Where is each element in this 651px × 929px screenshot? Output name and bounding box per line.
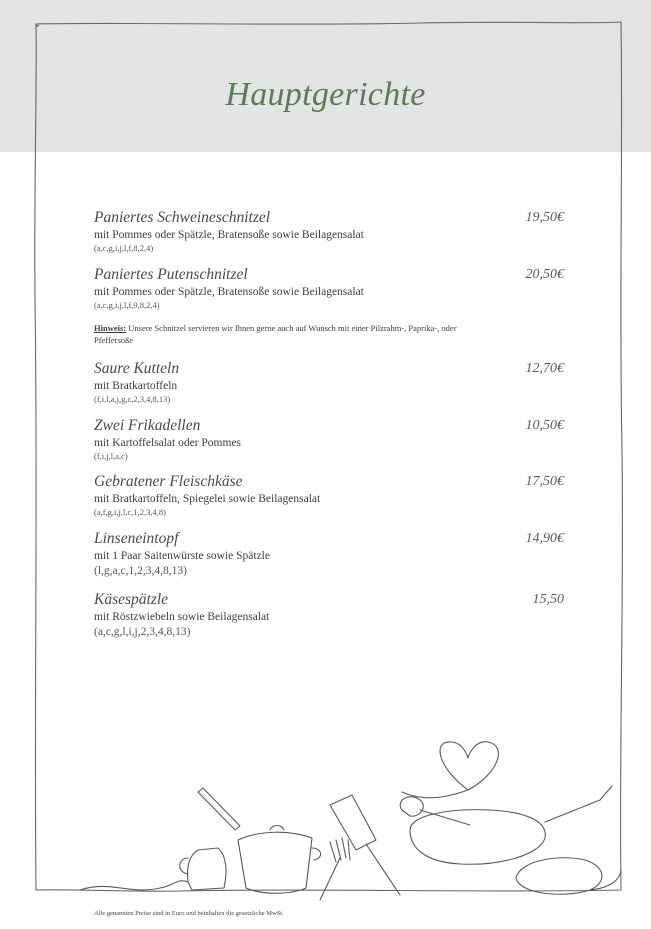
footer-price-note: Alle genannten Preise sind in Euro und beinhalten die gesetzliche MwSt.	[94, 910, 284, 917]
frying-pan-handle-line	[545, 786, 612, 822]
heart-icon	[440, 742, 498, 790]
menu-item-price: 10,50€	[525, 418, 564, 433]
menu-item-allergens: (a,c,g,i,j,l,f,8,2,4)	[94, 243, 154, 253]
spoon-icon	[400, 797, 423, 816]
menu-item-price: 17,50€	[525, 474, 564, 489]
spatula-handle-line	[366, 844, 400, 895]
menu-item	[94, 530, 574, 578]
menu-item-description: mit 1 Paar Saitenwürste sowie Spätzle	[94, 550, 270, 562]
menu-item-allergens: (f,i,l,a,j,g,c,2,3,4,8,13)	[94, 394, 171, 404]
fork-icon	[320, 838, 350, 900]
menu-item-price: 19,50€	[525, 210, 564, 225]
pot-handle-line	[312, 848, 321, 860]
menu-item-description: mit Pommes oder Spätzle, Bratensoße sowie Beilagensalat	[94, 229, 364, 241]
jug-icon	[187, 848, 226, 890]
menu-item-allergens: (f,i,j,l,a,c)	[94, 451, 128, 461]
pot-icon	[238, 832, 312, 893]
menu-item-name: Gebratener Fleischkäse	[94, 473, 243, 490]
menu-item-name: Zwei Frikadellen	[94, 417, 201, 434]
menu-item-name: Paniertes Putenschnitzel	[94, 266, 248, 283]
menu-item-name: Paniertes Schweineschnitzel	[94, 209, 271, 226]
menu-item	[94, 417, 574, 462]
menu-item-description: mit Bratkartoffeln	[94, 380, 178, 392]
menu-item-price: 20,50€	[525, 267, 564, 282]
utensil-handle-icon	[198, 788, 240, 830]
menu-item	[94, 591, 574, 639]
menu-item-description: mit Bratkartoffeln, Spiegelei sowie Beilagensalat	[94, 493, 321, 505]
menu-item-allergens: (a,c,g,l,i,j,2,3,4,8,13)	[94, 626, 191, 638]
menu-item	[94, 209, 574, 254]
menu-item	[94, 360, 574, 405]
menu-item	[94, 266, 574, 311]
menu-item-name: Linseneintopf	[94, 530, 179, 547]
pot-lid-knob	[270, 826, 284, 831]
schnitzel-sauce-note	[94, 322, 494, 346]
baseline-wave-line	[80, 881, 188, 890]
menu-item-description: mit Pommes oder Spätzle, Bratensoße sowie Beilagensalat	[94, 286, 364, 298]
note-label: Hinweis:	[94, 323, 127, 333]
menu-item-price: 14,90€	[525, 531, 564, 546]
plate-icon	[516, 858, 602, 894]
jug-handle-line	[180, 858, 188, 874]
note-text: Unsere Schnitzel servieren wir Ihnen gerne auch auf Wunsch mit einer Pilzrahm-, Paprika-, oder Pfeffersoße	[94, 323, 457, 345]
menu-item-allergens: (l,g,a,c,1,2,3,4,8,13)	[94, 565, 187, 577]
menu-item-allergens: (a,f,g,i,j,l,c,1,2,3,4,8)	[94, 507, 166, 517]
kitchen-line-art-illustration	[0, 730, 651, 910]
page-title: Hauptgerichte	[225, 76, 426, 113]
menu-item-description: mit Röstzwiebeln sowie Beilagensalat	[94, 611, 270, 623]
menu-item-name: Käsespätzle	[94, 591, 169, 608]
menu-item-allergens: (a,c,g,i,j,l,f,9,8,2,4)	[94, 300, 160, 310]
menu-item-price: 15,50	[532, 592, 564, 607]
menu-item	[94, 473, 574, 518]
frying-pan-icon	[410, 810, 545, 865]
menu-item-name: Saure Kutteln	[94, 360, 180, 377]
menu-item-description: mit Kartoffelsalat oder Pommes	[94, 437, 242, 449]
menu-item-price: 12,70€	[525, 361, 564, 376]
